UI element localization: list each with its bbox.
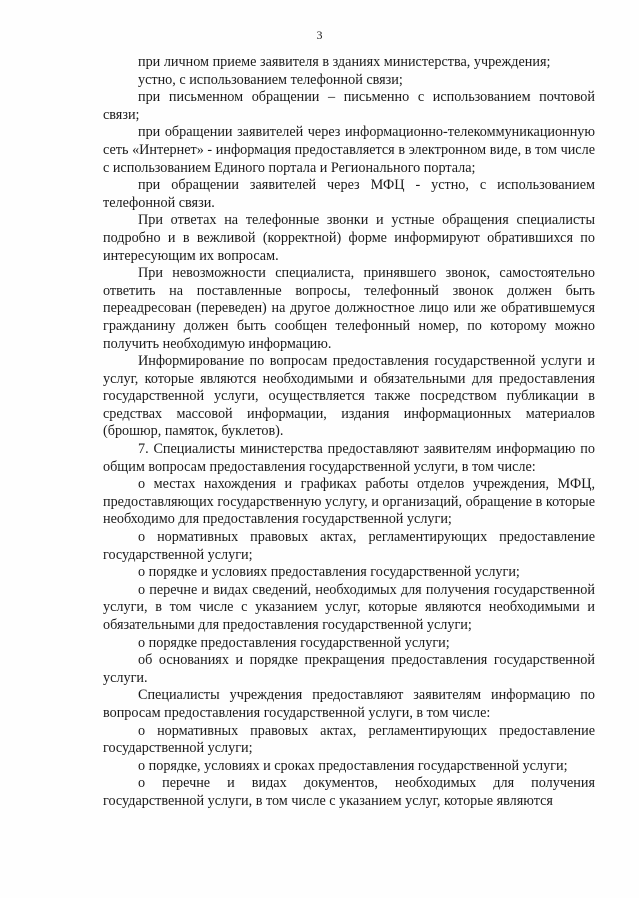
paragraph: устно, с использованием телефонной связи; (138, 71, 403, 88)
paragraph: при письменном обращении – письменно с использованием почтовой связи; (103, 89, 595, 123)
paragraph: При невозможности специалиста, принявшего звонок, самостоятельно ответить на поставленные вопросы, телефонный звонок должен быть переадресован (переведен) на другое должностное лицо или же обратившемуся гражданину должен быть сообщен телефонный номер, по которому можно получить необходимую информацию. (103, 265, 595, 352)
paragraph: При ответах на телефонные звонки и устные обращения специалисты подробно и в вежливой (корректной) форме информируют обратившихся по интересующим их вопросам. (103, 212, 595, 264)
page-number: 3 (316, 28, 323, 42)
paragraph: о перечне и видах документов, необходимых для получения государственной услуги, в том числе с указанием услуг, которые являются (103, 775, 595, 809)
paragraph: о перечне и видах сведений, необходимых для получения государственной услуги, в том числе с указанием услуг, которые являются необходимыми и обязательными для предоставления государственной услуги; (103, 581, 595, 633)
paragraph: о порядке и условиях предоставления государственной услуги; (138, 564, 520, 581)
paragraph: о нормативных правовых актах, регламентирующих предоставление государственной услуги; (103, 722, 595, 757)
paragraph: о порядке, условиях и сроках предоставления государственной услуги; (138, 757, 568, 774)
paragraph: при обращении заявителей через информационно-телекоммуникационную сеть «Интернет» - информация предоставляется в электронном виде, в том числе с использованием Единого портала и Регионального портала; (103, 124, 595, 176)
paragraph: при личном приеме заявителя в зданиях министерства, учреждения; (138, 54, 551, 70)
paragraph: об основаниях и порядке прекращения предоставления государственной услуги. (103, 652, 595, 686)
paragraph: о нормативных правовых актах, регламентирующих предоставление государственной услуги; (103, 529, 595, 563)
paragraph: Специалисты учреждения предоставляют заявителям информацию по вопросам предоставления государственной услуги, в том числе: (103, 687, 595, 721)
document-body (103, 54, 595, 811)
paragraph: при обращении заявителей через МФЦ - устно, с использованием телефонной связи. (103, 177, 595, 211)
paragraph: о местах нахождения и графиках работы отделов учреждения, МФЦ, предоставляющих государственную услугу, и организаций, обращение в которые необходимо для предоставления государственной услуги; (103, 476, 595, 528)
paragraph: Информирование по вопросам предоставления государственной услуги и услуг, которые являются необходимыми и обязательными для предоставления государственной услуги, осуществляется также посредством публикации в средствах массовой информации, издания информационных материалов (брошюр, памяток, буклетов). (103, 353, 595, 440)
paragraph: 7. Специалисты министерства предоставляют заявителям информацию по общим вопросам предоставления государственной услуги, в том числе: (103, 441, 595, 475)
paragraph: о порядке предоставления государственной услуги; (138, 634, 450, 651)
